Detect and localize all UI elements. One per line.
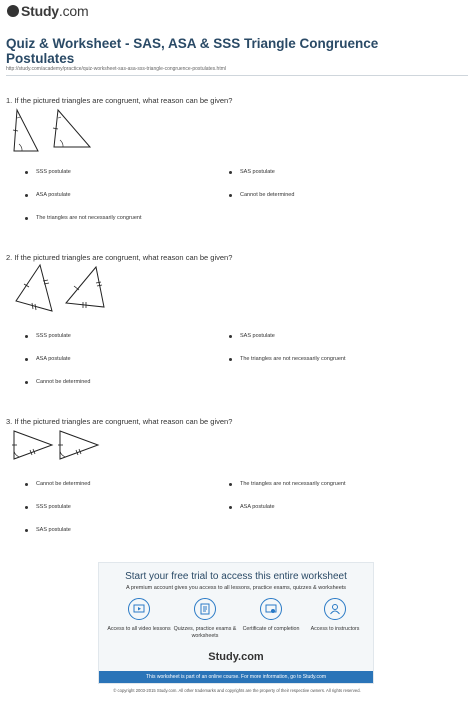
q3-option-not-congruent[interactable]: The triangles are not necessarily congruent	[229, 481, 345, 487]
q1-option-asa[interactable]: ASA postulate	[25, 192, 71, 198]
feature-instructors: Access to instructors	[303, 598, 367, 633]
free-trial-heading[interactable]: Start your free trial to access this entire worksheet	[125, 571, 347, 582]
q2-option-not-congruent[interactable]: The triangles are not necessarily congruent	[229, 356, 345, 362]
q3-option-sas[interactable]: SAS postulate	[25, 527, 71, 533]
feature-certificate: Certificate of completion	[239, 598, 303, 633]
question-2-diagram	[12, 263, 112, 315]
q1-option-sss[interactable]: SSS postulate	[25, 169, 71, 175]
q1-option-cannot[interactable]: Cannot be determined	[229, 192, 294, 198]
study-logo-icon	[7, 5, 19, 17]
feature-quizzes: Quizzes, practice exams & worksheets	[173, 598, 237, 640]
free-trial-subheading: A premium account gives you access to all lessons, practice exams, quizzes & worksheets	[125, 585, 347, 591]
q1-option-not-congruent[interactable]: The triangles are not necessarily congruent	[25, 215, 141, 221]
header-divider	[6, 75, 468, 76]
q2-option-sss[interactable]: SSS postulate	[25, 333, 71, 339]
instructor-icon	[324, 598, 346, 620]
question-1-diagram	[10, 107, 92, 157]
q2-option-asa[interactable]: ASA postulate	[25, 356, 71, 362]
q3-option-sss[interactable]: SSS postulate	[25, 504, 71, 510]
q2-option-cannot[interactable]: Cannot be determined	[25, 379, 90, 385]
logo-text: Study.com	[21, 3, 89, 19]
free-trial-panel[interactable]	[98, 562, 374, 684]
question-3-diagram	[12, 429, 102, 461]
question-2-text: 2. If the pictured triangles are congruent, what reason can be given?	[6, 253, 233, 262]
q3-option-asa[interactable]: ASA postulate	[229, 504, 275, 510]
study-logo	[7, 3, 88, 19]
certificate-icon	[260, 598, 282, 620]
q2-option-sas[interactable]: SAS postulate	[229, 333, 275, 339]
course-info-bar[interactable]: This worksheet is part of an online course. For more information, go to Study.com	[99, 671, 373, 683]
copyright-footer: © copyright 2003-2015 Study.com. All other trademarks and copyrights are the property of their respective owners. All rights reserved.	[113, 688, 361, 693]
question-1-text: 1. If the pictured triangles are congruent, what reason can be given?	[6, 96, 233, 105]
page-title: Quiz & Worksheet - SAS, ASA & SSS Triangle Congruence Postulates	[6, 36, 379, 66]
q1-option-sas[interactable]: SAS postulate	[229, 169, 275, 175]
video-icon	[128, 598, 150, 620]
cta-study-logo: Study.com	[208, 651, 264, 663]
q3-option-cannot[interactable]: Cannot be determined	[25, 481, 90, 487]
page-url: http://study.com/academy/practice/quiz-worksheet-sas-asa-sss-triangle-congruence-postulates.html	[6, 66, 226, 72]
question-3-text: 3. If the pictured triangles are congruent, what reason can be given?	[6, 417, 233, 426]
feature-video-lessons: Access to all video lessons	[107, 598, 171, 633]
quiz-icon	[194, 598, 216, 620]
